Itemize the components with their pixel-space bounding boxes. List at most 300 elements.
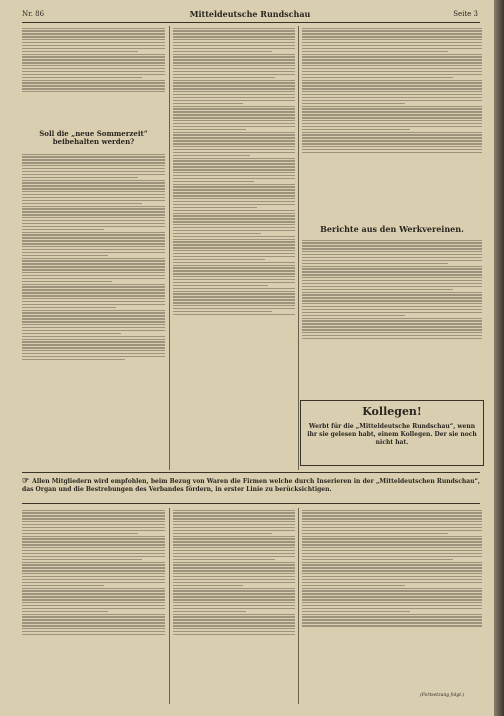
text-line (22, 553, 165, 554)
text-line (173, 239, 295, 240)
header-rule (22, 22, 480, 23)
text-line (173, 186, 295, 187)
text-line (173, 282, 295, 283)
text-line (22, 182, 165, 183)
notice-rule-bottom (22, 503, 480, 504)
text-line (22, 602, 165, 603)
text-line (173, 611, 246, 612)
text-line (302, 62, 482, 63)
text-line (22, 631, 165, 632)
text-line (302, 562, 482, 563)
text-line (22, 599, 165, 600)
text-line (173, 602, 295, 603)
text-line (173, 253, 295, 254)
text-line (173, 233, 261, 234)
text-line (302, 326, 482, 327)
text-line (302, 268, 482, 269)
text-line (302, 527, 482, 528)
text-line (302, 312, 482, 313)
text-line (22, 573, 165, 574)
text-line (173, 106, 295, 107)
text-line (302, 283, 482, 284)
text-line (302, 111, 482, 112)
column-1-upper-text (22, 26, 165, 128)
text-line (173, 293, 295, 294)
text-line (173, 85, 295, 86)
text-line (173, 527, 295, 528)
text-line (173, 178, 295, 179)
text-line (173, 576, 295, 577)
text-line (302, 599, 482, 600)
text-line (173, 305, 295, 306)
newspaper-title: Mitteldeutsche Rundschau (189, 9, 311, 19)
text-line (302, 533, 448, 534)
text-line (22, 544, 165, 545)
text-line (302, 559, 453, 560)
text-line (173, 218, 295, 219)
text-line (22, 65, 165, 66)
text-line (302, 536, 482, 537)
text-line (22, 318, 165, 319)
text-line (173, 155, 250, 156)
text-line (302, 59, 482, 60)
text-line (302, 556, 482, 557)
text-line (22, 226, 165, 227)
column-divider-1 (169, 26, 170, 470)
text-line (302, 616, 482, 617)
text-line (302, 573, 482, 574)
text-line (173, 111, 295, 112)
text-line (173, 54, 295, 55)
text-line (173, 512, 295, 513)
text-line (22, 593, 165, 594)
text-line (302, 564, 482, 565)
text-line (302, 42, 482, 43)
text-line (302, 303, 482, 304)
text-line (302, 97, 482, 98)
text-line (302, 521, 482, 522)
text-line (173, 533, 272, 534)
text-line (302, 570, 482, 571)
text-line (302, 306, 482, 307)
text-line (173, 204, 295, 205)
text-line (22, 74, 165, 75)
text-line (302, 280, 482, 281)
text-line (302, 593, 482, 594)
text-line (22, 223, 165, 224)
text-line (173, 59, 295, 60)
text-line (22, 269, 165, 270)
article-title-sommerzeit: Soll die „neue Sommerzeit“ beibehalten werden? (39, 129, 148, 146)
text-line (302, 134, 482, 135)
text-line (22, 237, 165, 238)
text-line (22, 310, 165, 311)
text-line (173, 314, 295, 315)
text-line (22, 533, 138, 534)
text-line (173, 108, 295, 109)
text-line (302, 100, 482, 101)
text-line (173, 588, 295, 589)
text-line (173, 146, 295, 147)
page-header (22, 9, 478, 21)
text-line (22, 315, 165, 316)
text-line (302, 605, 482, 606)
text-line (22, 232, 165, 233)
text-line (302, 108, 482, 109)
text-line (302, 602, 482, 603)
text-line (173, 68, 295, 69)
text-line (173, 538, 295, 539)
text-line (173, 288, 295, 289)
column-divider-2 (298, 26, 299, 470)
text-line (22, 634, 165, 635)
text-line (173, 36, 295, 37)
text-line (22, 356, 165, 357)
text-line (22, 562, 165, 563)
text-line (302, 137, 482, 138)
text-line (302, 512, 482, 513)
text-line (22, 547, 165, 548)
text-line (173, 201, 295, 202)
text-line (173, 262, 295, 263)
text-line (22, 515, 165, 516)
text-line (173, 210, 295, 211)
text-line (22, 538, 165, 539)
text-line (173, 163, 295, 164)
text-line (22, 263, 165, 264)
text-line (22, 518, 165, 519)
text-line (173, 77, 275, 78)
text-line (173, 634, 295, 635)
text-line (173, 544, 295, 545)
text-line (173, 518, 295, 519)
text-line (173, 285, 268, 286)
text-line (22, 185, 165, 186)
text-line (302, 54, 482, 55)
column-2-story-text (173, 508, 295, 704)
text-line (302, 71, 482, 72)
text-line (22, 536, 165, 537)
members-notice (22, 476, 480, 500)
text-line (22, 194, 165, 195)
text-line (173, 166, 295, 167)
text-line (302, 518, 482, 519)
text-line (22, 567, 165, 568)
text-line (173, 198, 295, 199)
text-line (173, 48, 295, 49)
text-line (302, 300, 482, 301)
text-line (173, 192, 295, 193)
text-line (173, 169, 295, 170)
text-line (302, 143, 482, 144)
text-line (22, 168, 165, 169)
text-line (22, 171, 165, 172)
text-line (302, 65, 482, 66)
text-line (302, 510, 482, 511)
text-line (302, 242, 482, 243)
text-line (173, 616, 295, 617)
text-line (302, 260, 482, 261)
text-line (173, 123, 295, 124)
text-line (302, 590, 482, 591)
text-line (173, 614, 295, 615)
text-line (22, 286, 165, 287)
text-line (22, 68, 165, 69)
text-line (22, 289, 165, 290)
text-line (22, 324, 165, 325)
text-line (22, 336, 165, 337)
text-line (22, 512, 165, 513)
text-line (173, 276, 295, 277)
text-line (302, 56, 482, 57)
text-line (302, 39, 482, 40)
text-line (22, 234, 165, 235)
text-line (302, 114, 482, 115)
text-line (173, 530, 295, 531)
text-line (173, 42, 295, 43)
text-line (22, 559, 142, 560)
text-line (302, 106, 482, 107)
text-line (173, 573, 295, 574)
text-line (22, 510, 165, 511)
text-line (173, 241, 295, 242)
text-line (22, 614, 165, 615)
page-number-left: Nr. 86 (22, 10, 45, 18)
text-line (302, 277, 482, 278)
text-line (22, 266, 165, 267)
text-line (173, 553, 295, 554)
text-line (302, 318, 482, 319)
text-line (22, 59, 165, 60)
text-line (22, 258, 165, 259)
text-line (22, 217, 165, 218)
text-line (173, 143, 295, 144)
binding-spine (494, 0, 504, 716)
text-line (22, 327, 165, 328)
text-line (173, 172, 295, 173)
column-3-berichte-text (302, 238, 482, 394)
text-line (22, 229, 104, 230)
text-line (173, 244, 295, 245)
text-line (22, 605, 165, 606)
text-line (22, 333, 121, 334)
text-line (22, 71, 165, 72)
text-line (173, 28, 295, 29)
text-line (173, 152, 295, 153)
text-line (22, 56, 165, 57)
text-line (173, 184, 295, 185)
text-line (173, 45, 295, 46)
text-line (173, 158, 295, 159)
text-line (22, 77, 142, 78)
text-line (22, 88, 165, 89)
text-line (22, 177, 138, 178)
text-line (22, 48, 165, 49)
text-line (22, 220, 165, 221)
text-line (302, 625, 482, 626)
text-line (302, 294, 482, 295)
text-line (302, 251, 482, 252)
text-line (302, 619, 482, 620)
members-notice-text: Allen Mitgliedern wird empfohlen, beim Bezug von Waren die Firmen welche durch Inserieren in der „Mitteldeutschen Rundschau“, das Organ und die Bestrebungen des Verbandes fördern, in erster Linie zu berücksichtigen. (22, 478, 480, 493)
text-line (302, 82, 482, 83)
text-line (173, 590, 295, 591)
text-line (22, 252, 165, 253)
text-line (173, 579, 295, 580)
text-line (173, 250, 295, 251)
text-line (302, 547, 482, 548)
text-line (22, 62, 165, 63)
text-line (22, 312, 165, 313)
text-line (173, 608, 295, 609)
text-line (173, 30, 295, 31)
text-line (173, 291, 295, 292)
text-line (22, 344, 165, 345)
text-line (22, 550, 165, 551)
text-line (173, 94, 295, 95)
text-line (173, 33, 295, 34)
text-line (173, 213, 295, 214)
text-line (22, 165, 165, 166)
text-line (173, 88, 295, 89)
text-line (22, 33, 165, 34)
text-line (22, 541, 165, 542)
text-line (173, 559, 275, 560)
text-line (173, 567, 295, 568)
text-line (173, 265, 295, 266)
text-line (173, 117, 295, 118)
text-line (173, 599, 295, 600)
text-line (173, 585, 243, 586)
text-line (173, 536, 295, 537)
kollegen-box-body: Werbt für die „Mitteldeutsche Rundschau“, wenn ihr sie gelesen habt, einem Kollegen. Der sie noch nicht hat. (307, 423, 477, 446)
text-line (22, 579, 165, 580)
text-line (302, 248, 482, 249)
text-line (302, 596, 482, 597)
text-line (22, 339, 165, 340)
text-line (302, 588, 482, 589)
text-line (22, 246, 165, 247)
text-line (302, 146, 482, 147)
text-line (22, 249, 165, 250)
text-line (22, 240, 165, 241)
text-line (22, 347, 165, 348)
text-line (302, 80, 482, 81)
text-line (173, 267, 295, 268)
column-3-upper-text (302, 26, 482, 220)
text-line (302, 48, 482, 49)
text-line (22, 159, 165, 160)
text-line (22, 211, 165, 212)
text-line (22, 30, 165, 31)
text-line (302, 149, 482, 150)
text-line (173, 181, 254, 182)
text-line (302, 51, 448, 52)
text-line (22, 527, 165, 528)
text-line (173, 149, 295, 150)
text-line (22, 521, 165, 522)
text-line (302, 338, 482, 339)
text-line (302, 611, 410, 612)
text-line (302, 88, 482, 89)
text-line (22, 272, 165, 273)
text-line (22, 564, 165, 565)
text-line (173, 596, 295, 597)
text-line (173, 227, 295, 228)
text-line (173, 56, 295, 57)
text-line (302, 123, 482, 124)
text-line (173, 622, 295, 623)
text-line (302, 152, 482, 153)
text-line (22, 162, 165, 163)
text-line (302, 329, 482, 330)
text-line (173, 82, 295, 83)
text-line (173, 195, 295, 196)
text-line (173, 593, 295, 594)
text-line (302, 297, 482, 298)
text-line (22, 260, 165, 261)
text-line (302, 515, 482, 516)
text-line (173, 100, 295, 101)
text-line (173, 521, 295, 522)
text-line (302, 132, 482, 133)
text-line (302, 271, 482, 272)
column-1-lower-text (22, 152, 165, 470)
text-line (302, 582, 482, 583)
text-line (173, 224, 295, 225)
text-line (173, 550, 295, 551)
text-line (302, 257, 482, 258)
text-line (302, 74, 482, 75)
text-line (22, 585, 104, 586)
text-line (173, 273, 295, 274)
text-line (173, 132, 295, 133)
text-line (22, 556, 165, 557)
text-line (22, 206, 165, 207)
text-line (173, 564, 295, 565)
text-line (173, 556, 295, 557)
text-line (22, 284, 165, 285)
text-line (173, 547, 295, 548)
text-line (302, 117, 482, 118)
text-line (302, 28, 482, 29)
text-line (173, 74, 295, 75)
text-line (302, 289, 453, 290)
text-line (302, 579, 482, 580)
column-divider-4 (298, 508, 299, 704)
column-2-text (173, 26, 295, 470)
text-line (173, 80, 295, 81)
text-line (22, 608, 165, 609)
text-line (22, 191, 165, 192)
text-line (22, 616, 165, 617)
text-line (173, 510, 295, 511)
text-line (22, 208, 165, 209)
text-line (302, 576, 482, 577)
text-line (302, 567, 482, 568)
text-line (22, 350, 165, 351)
text-line (302, 94, 482, 95)
text-line (302, 263, 448, 264)
text-line (173, 51, 272, 52)
text-line (173, 605, 295, 606)
text-line (302, 530, 482, 531)
text-line (173, 97, 295, 98)
text-line (173, 631, 295, 632)
text-line (173, 236, 295, 237)
text-line (302, 332, 482, 333)
text-line (302, 245, 482, 246)
